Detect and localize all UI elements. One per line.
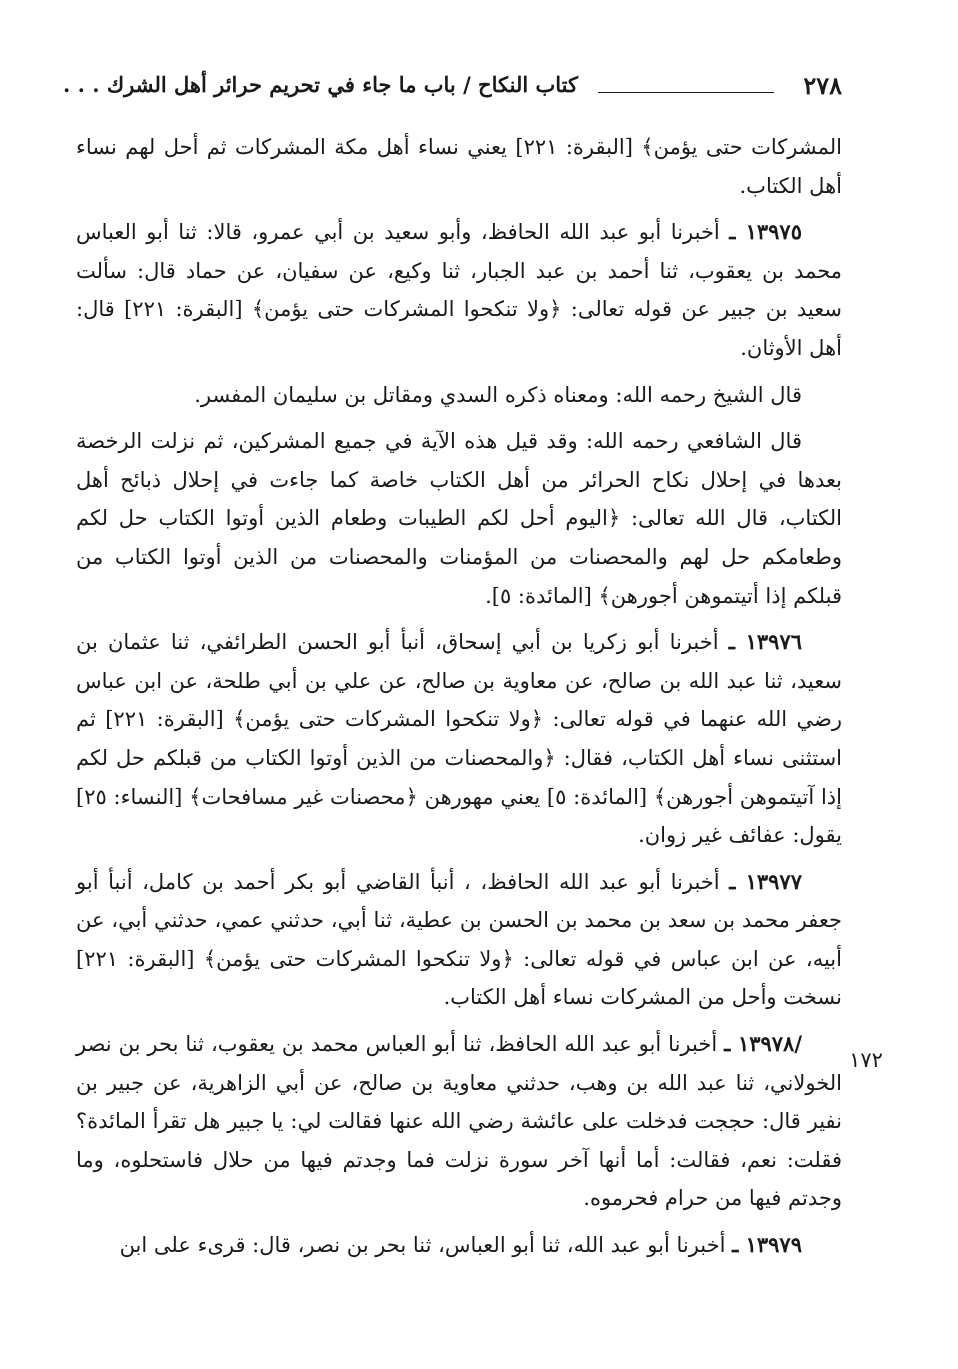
paragraph-text: المشركات حتى يؤمن﴾ [البقرة: ٢٢١] يعني نساء أهل مكة المشركات ثم أحل لهم نساء أهل الكتاب. — [76, 135, 842, 198]
hadith-13979 — [76, 1226, 842, 1265]
paragraph-text: قال الشيخ رحمه الله: ومعناه ذكره السدي ومقاتل بن سليمان المفسر. — [194, 382, 802, 407]
paragraph-text: أخبرنا أبو زكريا بن أبي إسحاق، أنبأ أبو الحسن الطرائفي، ثنا عثمان بن سعيد، ثنا عبد الله بن صالح، عن معاوية بن صالح، عن علي بن أبي طلحة، عن ابن عباس رضي الله عنهما في قوله تعالى: ﴿ولا تنكحوا المشركات حتى يؤمن﴾ [البقرة: ٢٢١] ثم استثنى نساء أهل الكتاب، فقال: ﴿والمحصنات من الذين أوتوا الكتاب من قبلكم حل لكم إذا آتيتموهن أجورهن﴾ [المائدة: ٥] يعني مهورهن ﴿محصنات غير مسافحات﴾ [النساء: ٢٥] يقول: عفائف غير زوان. — [76, 630, 842, 848]
page-header — [62, 64, 842, 108]
hadith-number: ١٣٩٧٩ ـ — [732, 1232, 802, 1258]
hadith-13978 — [76, 1025, 842, 1218]
running-title: كتاب النكاح / باب ما جاء في تحريم حرائر أهل الشرك . . . — [62, 72, 578, 97]
paragraph-text: قال الشافعي رحمه الله: وقد قيل هذه الآية في جميع المشركين، ثم نزلت الرخصة بعدها في إحلال نكاح الحرائر من أهل الكتاب خاصة كما جاءت في إحلال ذبائح أهل الكتاب، قال الله تعالى: ﴿اليوم أحل لكم الطيبات وطعام الذين أوتوا الكتاب حل لكم وطعامكم حل لهم والمحصنات من المؤمنات والمحصنات من الذين أوتوا الكتاب من قبلكم إذا أتيتموهن أجورهن﴾ [المائدة: ٥]. — [76, 429, 842, 608]
paragraph-continuation — [76, 128, 842, 205]
hadith-13976 — [76, 623, 842, 855]
paragraph-text: أخبرنا أبو عبد الله، ثنا أبو العباس، ثنا بحر بن نصر، قال: قرىء على ابن — [119, 1233, 733, 1258]
margin-page-reference: ١٧٢ — [849, 1048, 883, 1072]
hadith-number: ١٣٩٧٥ ـ — [729, 219, 802, 245]
paragraph-text: أخبرنا أبو عبد الله الحافظ، وأبو سعيد بن أبي عمرو، قالا: ثنا أبو العباس محمد بن يعقوب، ثنا أحمد بن عبد الجبار، ثنا وكيع، عن سفيان، عن حماد قال: سألت سعيد بن جبير عن قوله تعالى: ﴿ولا تنكحوا المشركات حتى يؤمن﴾ [البقرة: ٢٢١] قال: أهل الأوثان. — [76, 220, 842, 360]
hadith-13975 — [76, 213, 842, 367]
hadith-13977 — [76, 863, 842, 1017]
paragraph-text: أخبرنا أبو عبد الله الحافظ، ثنا أبو العباس محمد بن يعقوب، ثنا بحر بن نصر الخولاني، ثنا عبد الله بن وهب، حدثني معاوية بن صالح، عن أبي الزاهرية، عن جبير بن نفير قال: حججت فدخلت على عائشة رضي الله عنها فقالت لي: يا جبير هل تقرأ المائدة؟ فقلت: نعم، فقالت: أما أنها آخر سورة نزلت فما وجدتم فيها من حلال فاستحلوه، وما وجدتم فيها من حرام فحرموه. — [76, 1032, 842, 1211]
shafii-paragraph — [76, 422, 842, 615]
hadith-number: ١٣٩٧٧ ـ — [729, 868, 802, 894]
page-number: ٢٧٨ — [803, 71, 842, 100]
hadith-number: ١٣٩٧٦ ـ — [728, 629, 803, 655]
header-rule — [598, 92, 774, 93]
body-text — [76, 128, 842, 1273]
hadith-number: /١٣٩٧٨ ـ — [724, 1031, 803, 1057]
paragraph-text: أخبرنا أبو عبد الله الحافظ، ، أنبأ القاضي أبو بكر أحمد بن كامل، أنبأ أبو جعفر محمد بن سعد بن محمد بن الحسن بن عطية، ثنا أبي، حدثني عمي، حدثني أبي، عن أبيه، عن ابن عباس في قوله تعالى: ﴿ولا تنكحوا المشركات حتى يؤمن﴾ [البقرة: ٢٢١] نسخت وأحل من المشركات نساء أهل الكتاب. — [76, 869, 842, 1010]
commentary-paragraph — [76, 376, 842, 415]
